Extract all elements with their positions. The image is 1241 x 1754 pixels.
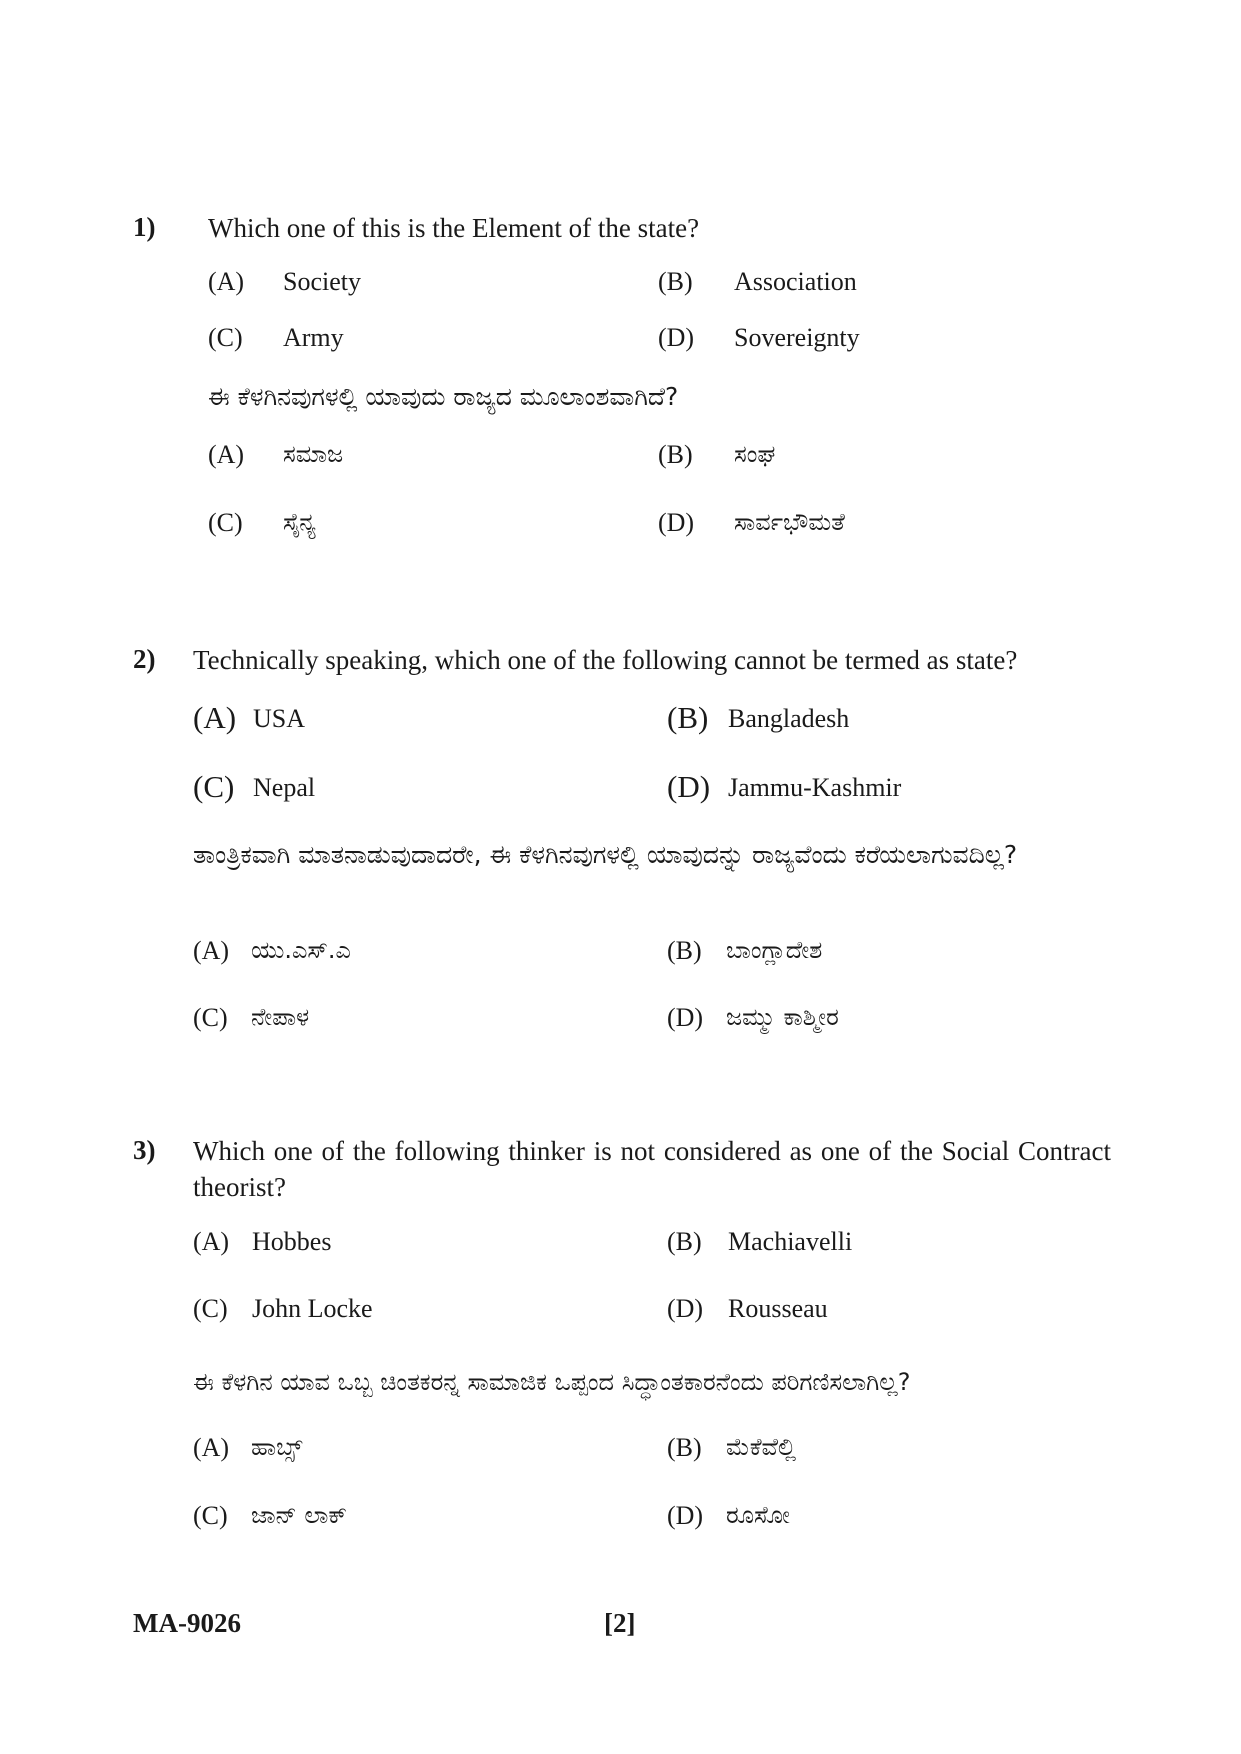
page-number: [2]: [604, 1608, 636, 1638]
paper-code: MA-9026: [133, 1608, 241, 1638]
option-label: (D): [658, 323, 695, 352]
option-text-kn: ಯು.ಎಸ್.ಎ: [251, 936, 351, 964]
question-stem-en: Which one of the following thinker is not considered as one of the Social Contract theorist?: [193, 1136, 1111, 1202]
option-text: Rousseau: [728, 1294, 828, 1323]
question-stem-en: Which one of this is the Element of the state?: [208, 213, 700, 243]
option-label: (C): [193, 1003, 228, 1032]
option-label: (B): [667, 700, 709, 735]
option-text: Association: [734, 267, 857, 296]
question-number: 1): [133, 212, 156, 242]
question-number: 2): [133, 644, 156, 674]
option-text-kn: ರೂಸೋ: [726, 1501, 790, 1529]
option-label: (C): [208, 323, 243, 352]
option-label: (D): [667, 1003, 704, 1032]
option-text-kn: ಜಾನ್ ಲಾಕ್: [251, 1501, 347, 1529]
option-label: (C): [193, 1294, 228, 1323]
option-label: (C): [193, 1501, 228, 1530]
option-label: (D): [658, 508, 695, 537]
option-text: Bangladesh: [728, 704, 850, 733]
option-text: Hobbes: [252, 1227, 332, 1256]
question-stem-kn: ತಾಂತ್ರಿಕವಾಗಿ ಮಾತನಾಡುವುದಾದರೇ, ಈ ಕೆಳಗಿನವುಗಳಲ್ಲಿ ಯಾವುದನ್ನು ರಾಜ್ಯವೆಂದು ಕರೆಯಲಾಗುವದಿಲ್ಲ?: [193, 840, 1018, 869]
option-label: (B): [658, 267, 693, 296]
option-label: (D): [667, 1294, 704, 1323]
option-text-kn: ಹಾಬ್ಸ್: [251, 1433, 303, 1461]
option-label: (B): [667, 1227, 702, 1256]
option-text-kn: ನೇಪಾಳ: [251, 1003, 310, 1031]
option-text: Army: [283, 323, 344, 352]
question-stem-en: Technically speaking, which one of the following cannot be termed as state?: [193, 645, 1018, 675]
option-text-kn: ಮೆಕೆವೆಲ್ಲಿ: [726, 1433, 797, 1461]
option-text-kn: ಸಮಾಜ: [283, 440, 344, 468]
question-stem-kn: ಈ ಕೆಳಗಿನ ಯಾವ ಒಬ್ಬ ಚಿಂತಕರನ್ನ ಸಾಮಾಜಿಕ ಒಪ್ಪಂದ ಸಿದ್ಧಾಂತಕಾರನೆಂದು ಪರಿಗಣಿಸಲಾಗಿಲ್ಲ?: [193, 1368, 911, 1396]
option-label: (A): [193, 700, 237, 735]
option-label: (A): [208, 267, 245, 296]
option-label: (A): [193, 1227, 230, 1256]
option-text: Society: [283, 267, 361, 296]
option-label: (C): [193, 769, 235, 804]
question-stem-kn: ಈ ಕೆಳಗಿನವುಗಳಲ್ಲಿ ಯಾವುದು ರಾಜ್ಯದ ಮೂಲಾಂಶವಾಗಿದೆ?: [208, 382, 679, 411]
option-text: Jammu-Kashmir: [728, 773, 902, 802]
option-text: USA: [253, 704, 306, 733]
option-text-kn: ಬಾಂಗ್ಲಾದೇಶ: [726, 936, 823, 964]
option-text-kn: ಸಂಘ: [734, 440, 776, 468]
option-label: (C): [208, 508, 243, 537]
option-label: (A): [193, 936, 230, 965]
option-text: John Locke: [252, 1294, 373, 1323]
option-text: Sovereignty: [734, 323, 860, 352]
option-label: (B): [658, 440, 693, 469]
option-text-kn: ಸೈನ್ಯ: [283, 508, 316, 536]
option-label: (B): [667, 936, 702, 965]
option-text-kn: ಜಮ್ಮು ಕಾಶ್ಮೀರ: [726, 1003, 839, 1031]
question-number: 3): [133, 1135, 156, 1165]
option-text: Machiavelli: [728, 1227, 853, 1256]
option-label: (D): [667, 1501, 704, 1530]
option-label: (A): [193, 1433, 230, 1462]
option-label: (D): [667, 769, 711, 804]
option-text-kn: ಸಾರ್ವಭೌಮತೆ: [734, 508, 845, 536]
option-label: (A): [208, 440, 245, 469]
option-text: Nepal: [253, 773, 316, 802]
option-label: (B): [667, 1433, 702, 1462]
